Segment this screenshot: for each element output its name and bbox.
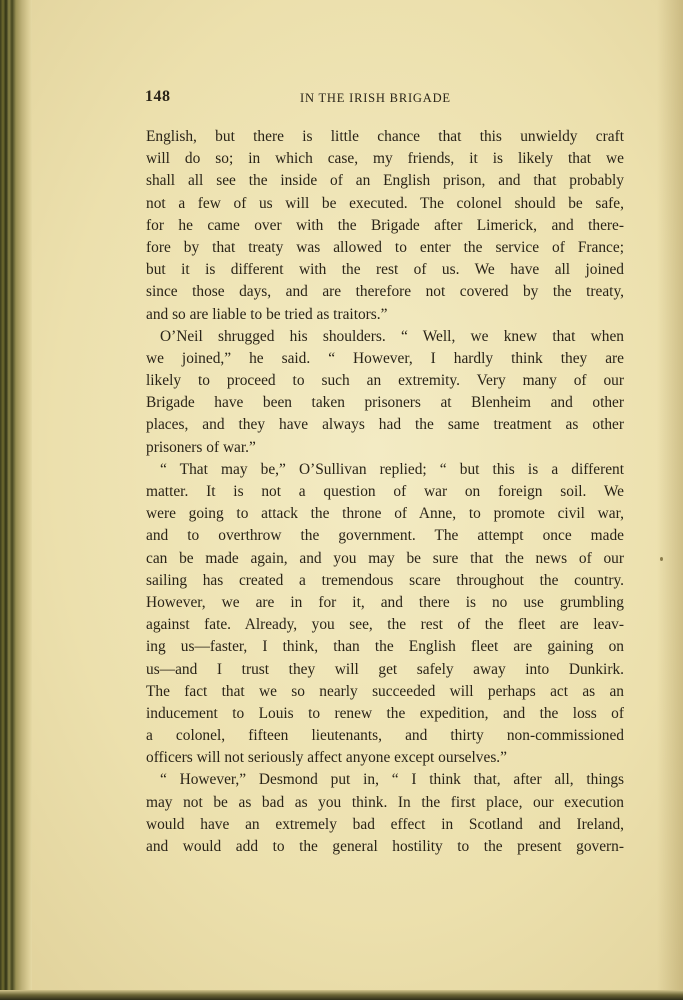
text-line: prisoners of war.” — [146, 438, 256, 456]
page-number: 148 — [145, 88, 171, 105]
text-line: The fact that we so nearly succeeded will perhaps act as an — [146, 682, 624, 700]
text-line: Brigade have been taken prisoners at Blenheim and other — [146, 394, 624, 412]
paper-speck — [660, 557, 663, 561]
body-text — [146, 126, 624, 858]
text-line: fore by that treaty was allowed to enter the service of France; — [146, 238, 624, 256]
text-line: sailing has created a tremendous scare throughout the country. — [146, 571, 624, 589]
text-line: since those days, and are therefore not covered by the treaty, — [146, 283, 624, 301]
text-line: O’Neil shrugged his shoulders. “ Well, we knew that when — [160, 327, 624, 345]
running-head: IN THE IRISH BRIGADE — [300, 91, 451, 105]
book-binding-edge — [0, 0, 32, 1000]
text-line: and so are liable to be tried as traitors.” — [146, 305, 388, 323]
text-line: English, but there is little chance that this unwieldy craft — [146, 128, 624, 145]
text-line: for he came over with the Brigade after Limerick, and there- — [146, 216, 624, 234]
text-line: officers will not seriously affect anyone except ourselves.” — [146, 749, 507, 767]
text-line: matter. It is not a question of war on foreign soil. We — [146, 483, 624, 500]
page-right-shadow — [657, 0, 683, 1000]
page-header — [145, 88, 625, 110]
text-line: and would add to the general hostility to the present govern- — [146, 838, 624, 855]
text-line: were going to attack the throne of Anne, to promote civil war, — [146, 505, 624, 523]
text-line: “ However,” Desmond put in, “ I think that, after all, things — [160, 771, 624, 789]
text-line: but it is different with the rest of us. We have all joined — [146, 261, 624, 279]
page-bottom-edge — [0, 990, 683, 1000]
text-line: a colonel, fifteen lieutenants, and thirty non-commissioned — [146, 727, 624, 745]
text-line: However, we are in for it, and there is no use grumbling — [146, 593, 624, 611]
text-line: we joined,” he said. “ However, I hardly think they are — [146, 349, 624, 367]
text-line: may not be as bad as you think. In the first place, our execution — [146, 793, 624, 811]
text-line: shall all see the inside of an English prison, and that probably — [146, 172, 624, 190]
text-line: places, and they have always had the same treatment as other — [146, 416, 624, 434]
text-line: inducement to Louis to renew the expedition, and the loss of — [146, 704, 624, 722]
text-line: “ That may be,” O’Sullivan replied; “ but this is a different — [160, 460, 624, 478]
text-line: and to overthrow the government. The attempt once made — [146, 527, 624, 545]
text-line: can be made again, and you may be sure that the news of our — [146, 549, 624, 567]
text-line: likely to proceed to such an extremity. Very many of our — [146, 372, 624, 390]
text-line: ing us—faster, I think, than the English fleet are gaining on — [146, 638, 624, 656]
text-line: will do so; in which case, my friends, it is likely that we — [146, 150, 624, 168]
text-line: would have an extremely bad effect in Scotland and Ireland, — [146, 815, 624, 833]
text-line: not a few of us will be executed. The colonel should be safe, — [146, 194, 624, 212]
text-line: us—and I trust they will get safely away into Dunkirk. — [146, 660, 624, 678]
text-line: against fate. Already, you see, the rest of the fleet are leav- — [146, 616, 624, 634]
